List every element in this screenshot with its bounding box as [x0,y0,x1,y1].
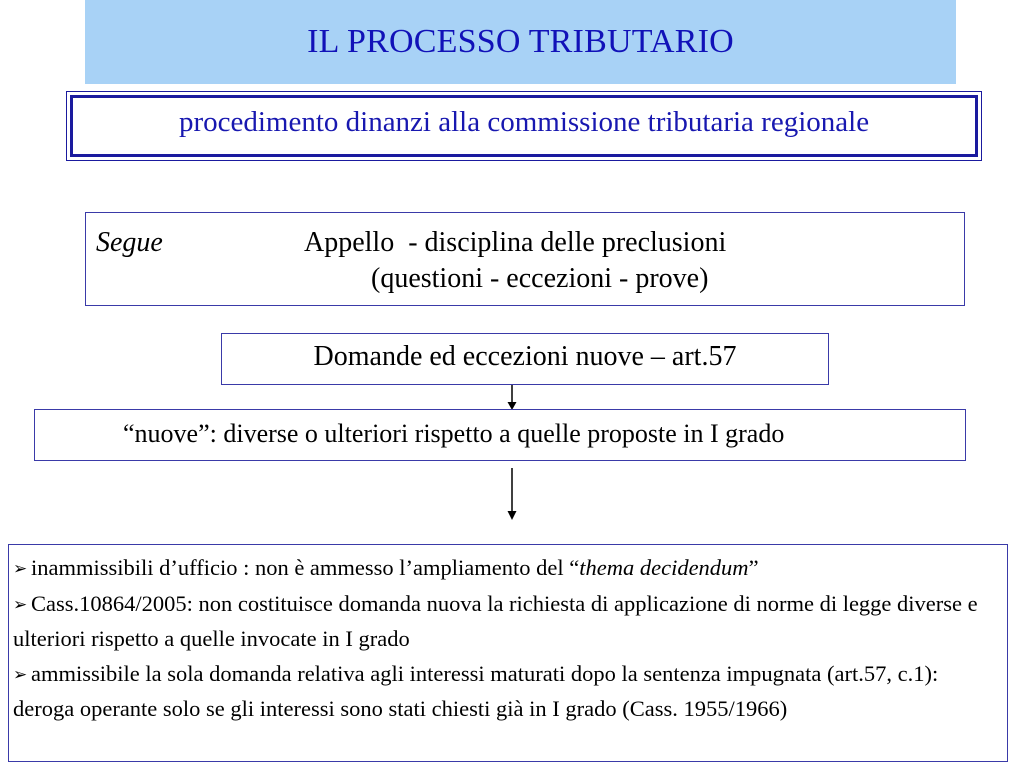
arrow-bullet-icon: ➢ [13,559,28,579]
nuove-box: “nuove”: diverse o ulteriori rispetto a quelle proposte in I grado [34,409,966,461]
page-title: IL PROCESSO TRIBUTARIO [307,23,734,60]
title-band [85,0,956,84]
bullets-box [8,544,1008,762]
segue-box [85,212,965,306]
arrow-down-icon [506,468,518,522]
list-item: ➢ ammissibile la sola domanda relativa agli interessi maturati dopo la sentenza impugnata (art.57, c.1): deroga operante solo se gli interessi sono stati chiesti già in I grado (Cass. 1955/1966) [13,657,999,727]
arrow-bullet-icon: ➢ [13,664,28,685]
subtitle-text: procedimento dinanzi alla commissione tributaria regionale [70,95,978,157]
appello-subheading: (questioni - eccezioni - prove) [371,263,709,294]
arrow-bullet-icon: ➢ [13,594,28,615]
subtitle-box [66,91,982,161]
list-item: ➢ inammissibili d’ufficio : non è ammesso l’ampliamento del “thema decidendum” [13,551,999,587]
list-item: ➢ Cass.10864/2005: non costituisce domanda nuova la richiesta di applicazione di norme di legge diverse e ulteriori rispetto a quelle invocate in I grado [13,587,999,657]
domande-box: Domande ed eccezioni nuove – art.57 [221,333,829,385]
arrow-down-icon [506,385,518,411]
appello-heading: Appello - disciplina delle preclusioni [304,227,727,258]
segue-label: Segue [96,227,163,258]
